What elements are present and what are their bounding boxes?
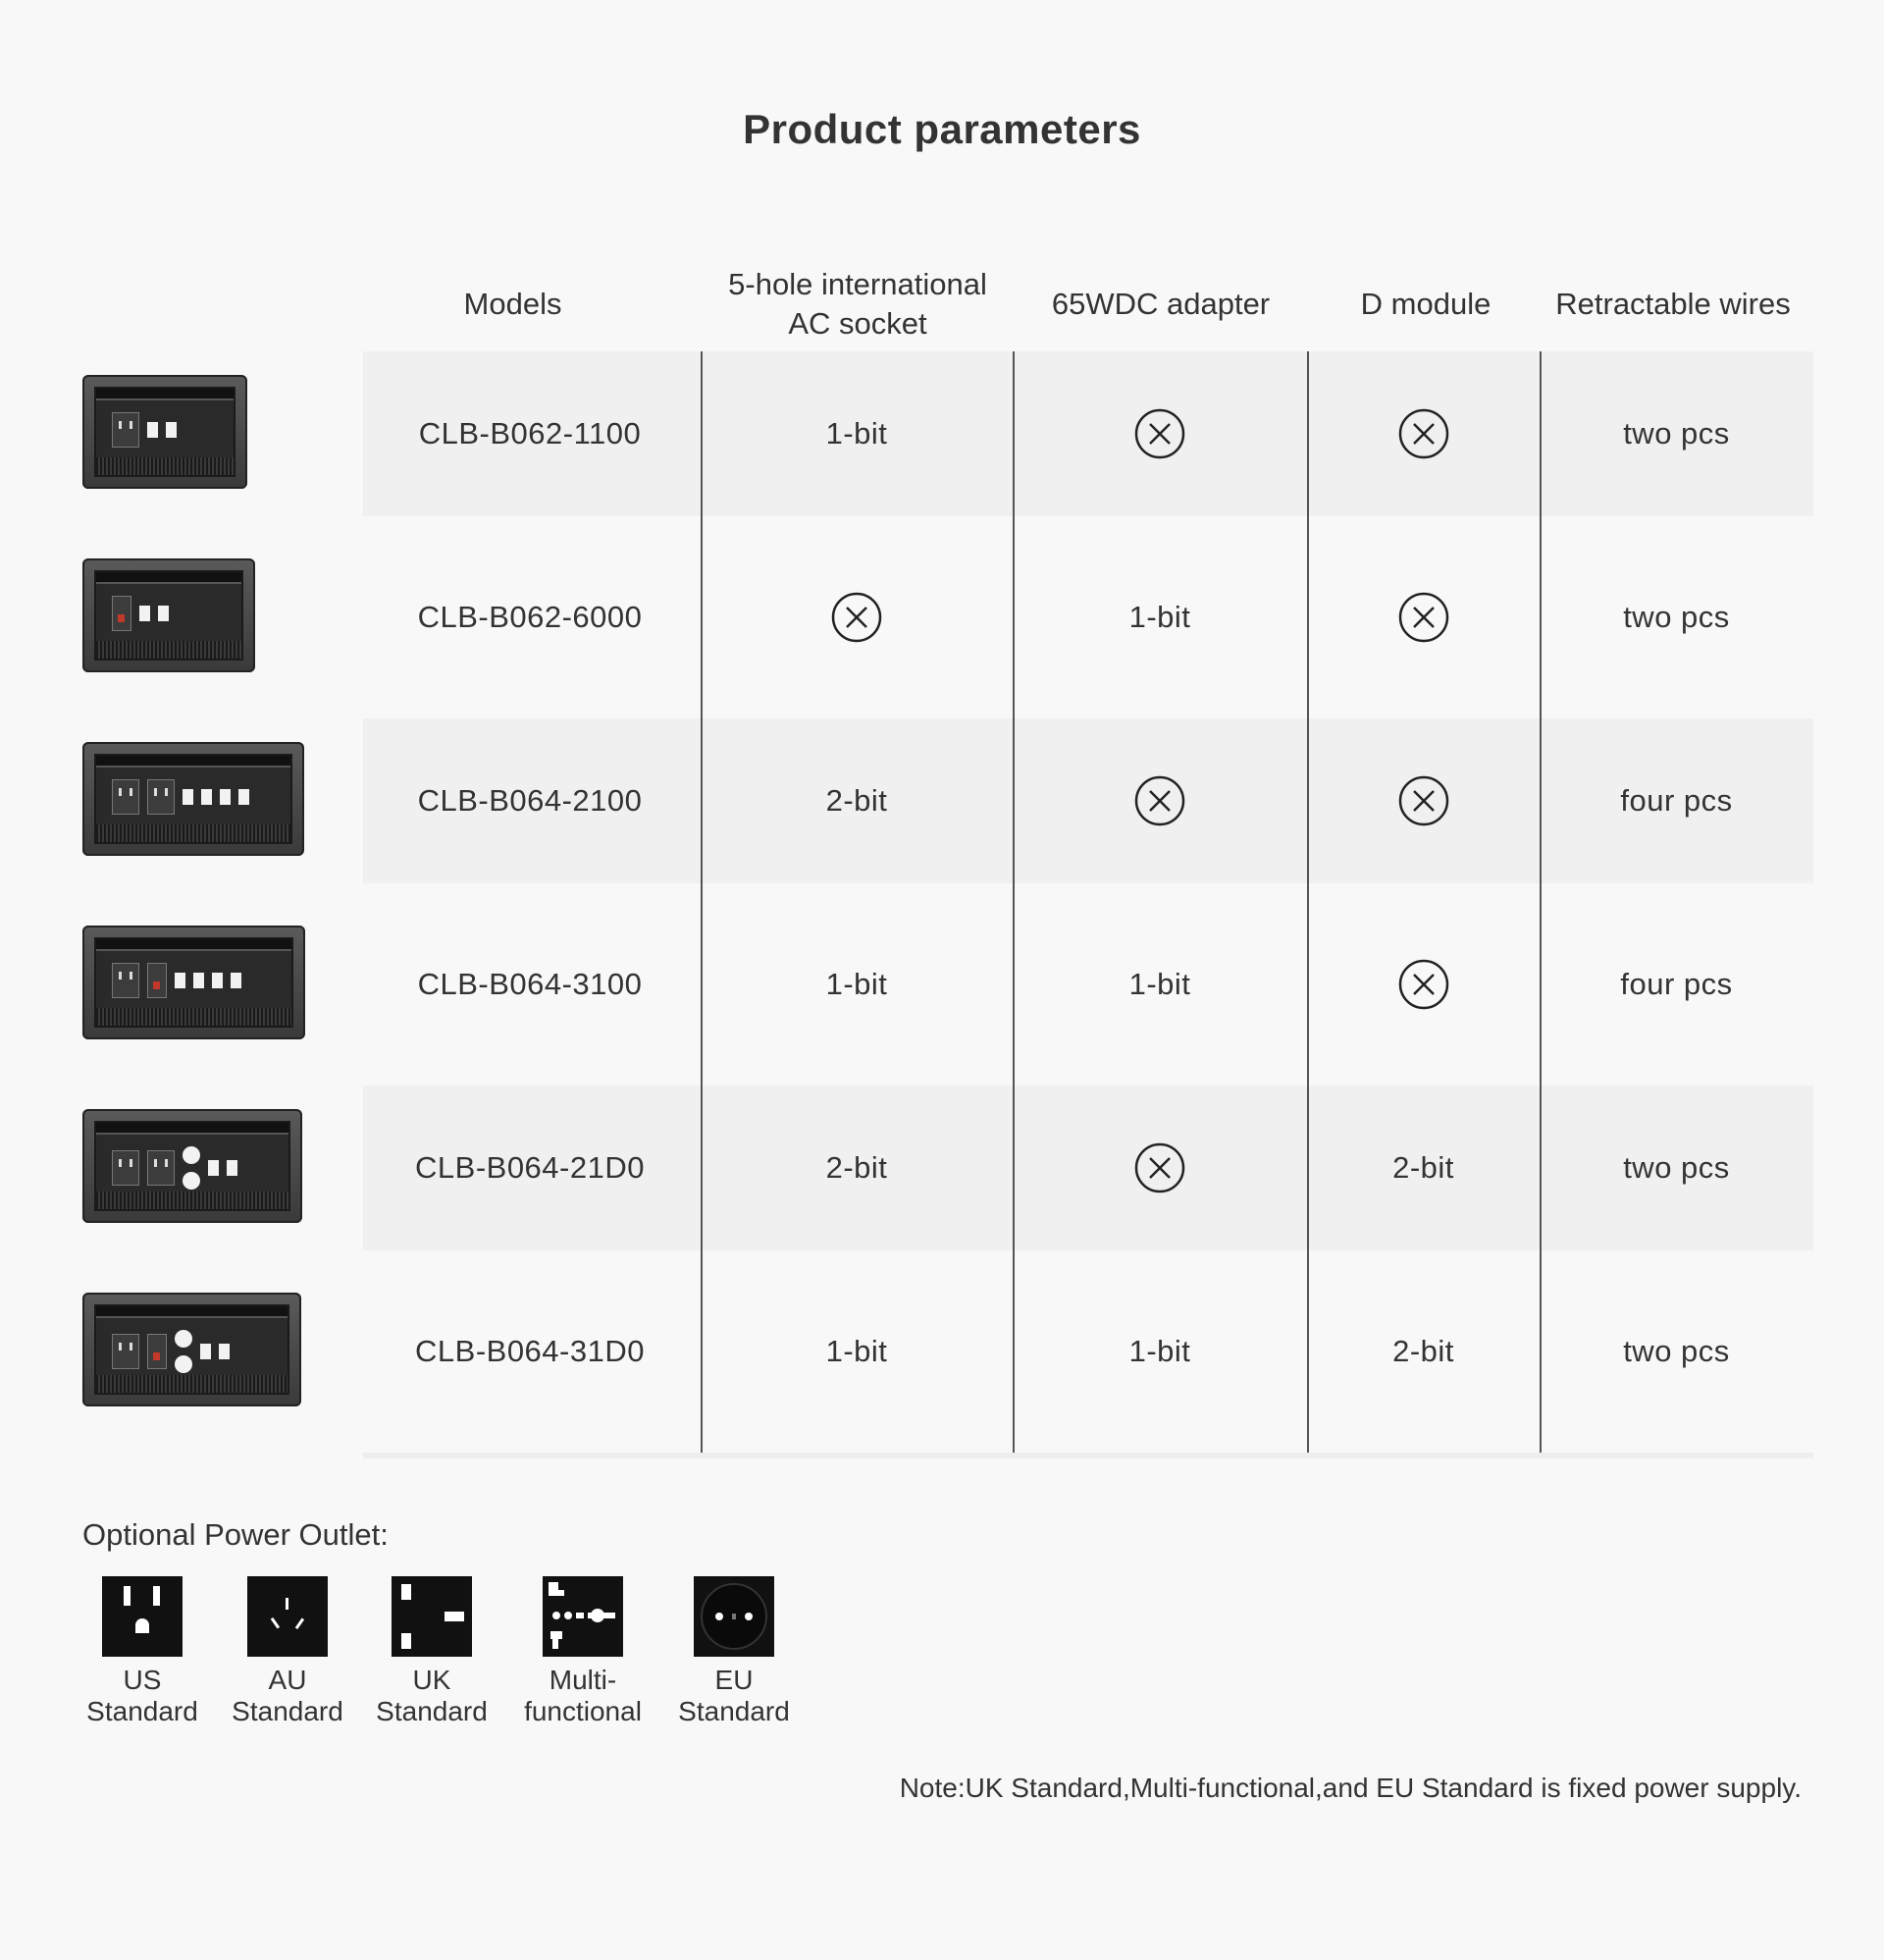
cell-d [1307, 1086, 1540, 1250]
outlet-us [74, 1576, 211, 1727]
not-included-icon [1397, 407, 1450, 460]
outlet-uk-line2: Standard [376, 1696, 488, 1726]
au-outlet-icon [247, 1576, 328, 1657]
page-title: Product parameters [743, 106, 1141, 152]
not-included-icon [1133, 774, 1186, 827]
header-dc-label: 65WDC adapter [1051, 287, 1271, 321]
cell-d [1307, 516, 1540, 718]
eu-outlet-icon [694, 1576, 774, 1657]
cell-ac [701, 718, 1013, 883]
cell-dc [1013, 718, 1307, 883]
footnote: Note:UK Standard,Multi-functional,and EU Standard is fixed power supply. [899, 1773, 1802, 1803]
cell-dc [1013, 1250, 1307, 1453]
header-ac-line1: 5-hole international [728, 267, 987, 301]
outlet-eu [665, 1576, 803, 1727]
not-included-icon [1397, 591, 1450, 644]
outlet-multi-line2: functional [524, 1696, 642, 1726]
cell-d [1307, 718, 1540, 883]
not-included-icon [1397, 774, 1450, 827]
cell-wires [1540, 516, 1813, 718]
cell-d [1307, 351, 1540, 516]
product-thumbnail [82, 1109, 302, 1223]
cell-wires-value: two pcs [1623, 1334, 1730, 1368]
cell-model-value: CLB-B064-21D0 [415, 1150, 645, 1185]
cell-model [388, 1250, 672, 1453]
cell-ac [701, 1086, 1013, 1250]
cell-dc [1013, 516, 1307, 718]
header-d-label: D module [1360, 287, 1492, 321]
header-ac-line2: AC socket [788, 306, 927, 341]
cell-d [1307, 1250, 1540, 1453]
header-models [412, 263, 613, 345]
cell-model [388, 516, 672, 718]
cell-model [388, 351, 672, 516]
cell-model-value: CLB-B062-6000 [417, 600, 643, 634]
product-thumbnail [82, 375, 247, 489]
cell-ac-value: 1-bit [825, 1334, 888, 1368]
cell-ac [701, 351, 1013, 516]
cell-wires-value: two pcs [1623, 416, 1730, 450]
uk-outlet-icon [392, 1576, 472, 1657]
outlet-us-line1: US [123, 1665, 162, 1695]
column-divider [1540, 351, 1542, 1458]
cell-ac-value: 1-bit [825, 967, 888, 1001]
optional-outlet-label: Optional Power Outlet: [82, 1517, 389, 1552]
us-outlet-icon [102, 1576, 183, 1657]
cell-model-value: CLB-B062-1100 [418, 416, 642, 450]
cell-wires-value: two pcs [1623, 1150, 1730, 1185]
not-included-icon [830, 591, 883, 644]
cell-model-value: CLB-B064-31D0 [415, 1334, 645, 1368]
not-included-icon [1397, 958, 1450, 1011]
header-dc-adapter [1014, 263, 1308, 345]
cell-wires [1540, 1250, 1813, 1453]
cell-model [388, 883, 672, 1086]
cell-wires-value: two pcs [1623, 600, 1730, 634]
outlet-au-line1: AU [268, 1665, 307, 1695]
cell-wires-value: four pcs [1620, 967, 1733, 1001]
cell-dc-value: 1-bit [1128, 600, 1191, 634]
cell-dc-value: 1-bit [1128, 1334, 1191, 1368]
outlet-multi-line1: Multi- [549, 1665, 617, 1695]
header-retractable-wires [1541, 263, 1806, 345]
cell-ac-value: 2-bit [825, 1150, 888, 1185]
product-thumbnail [82, 926, 305, 1039]
column-divider [1013, 351, 1015, 1458]
outlet-uk-line1: UK [412, 1665, 451, 1695]
cell-d [1307, 883, 1540, 1086]
cell-dc [1013, 1086, 1307, 1250]
cell-model-value: CLB-B064-3100 [417, 967, 643, 1001]
cell-ac [701, 516, 1013, 718]
outlet-multi [514, 1576, 652, 1727]
header-ac-socket [701, 263, 1015, 345]
column-divider [1307, 351, 1309, 1458]
cell-dc [1013, 883, 1307, 1086]
cell-d-value: 2-bit [1392, 1150, 1454, 1185]
outlet-au [219, 1576, 356, 1727]
cell-dc [1013, 351, 1307, 516]
cell-ac [701, 1250, 1013, 1453]
product-thumbnail [82, 558, 255, 672]
header-models-label: Models [463, 287, 562, 321]
not-included-icon [1133, 407, 1186, 460]
not-included-icon [1133, 1141, 1186, 1194]
cell-wires [1540, 1086, 1813, 1250]
cell-model [388, 718, 672, 883]
header-d-module [1308, 263, 1544, 345]
cell-wires [1540, 883, 1813, 1086]
cell-model [388, 1086, 672, 1250]
outlet-eu-line2: Standard [678, 1696, 790, 1726]
product-thumbnail [82, 1293, 301, 1406]
outlet-uk [363, 1576, 500, 1727]
table-bottom-border [363, 1453, 1813, 1458]
cell-ac-value: 1-bit [825, 416, 888, 450]
column-divider [701, 351, 703, 1458]
header-wires-label: Retractable wires [1555, 287, 1791, 321]
product-thumbnail [82, 742, 304, 856]
cell-dc-value: 1-bit [1128, 967, 1191, 1001]
cell-wires [1540, 718, 1813, 883]
cell-d-value: 2-bit [1392, 1334, 1454, 1368]
cell-wires-value: four pcs [1620, 783, 1733, 818]
outlet-au-line2: Standard [232, 1696, 343, 1726]
cell-ac [701, 883, 1013, 1086]
outlet-eu-line1: EU [714, 1665, 754, 1695]
cell-ac-value: 2-bit [825, 783, 888, 818]
outlet-us-line2: Standard [86, 1696, 198, 1726]
cell-wires [1540, 351, 1813, 516]
cell-model-value: CLB-B064-2100 [417, 783, 643, 818]
multi-outlet-icon [543, 1576, 623, 1657]
